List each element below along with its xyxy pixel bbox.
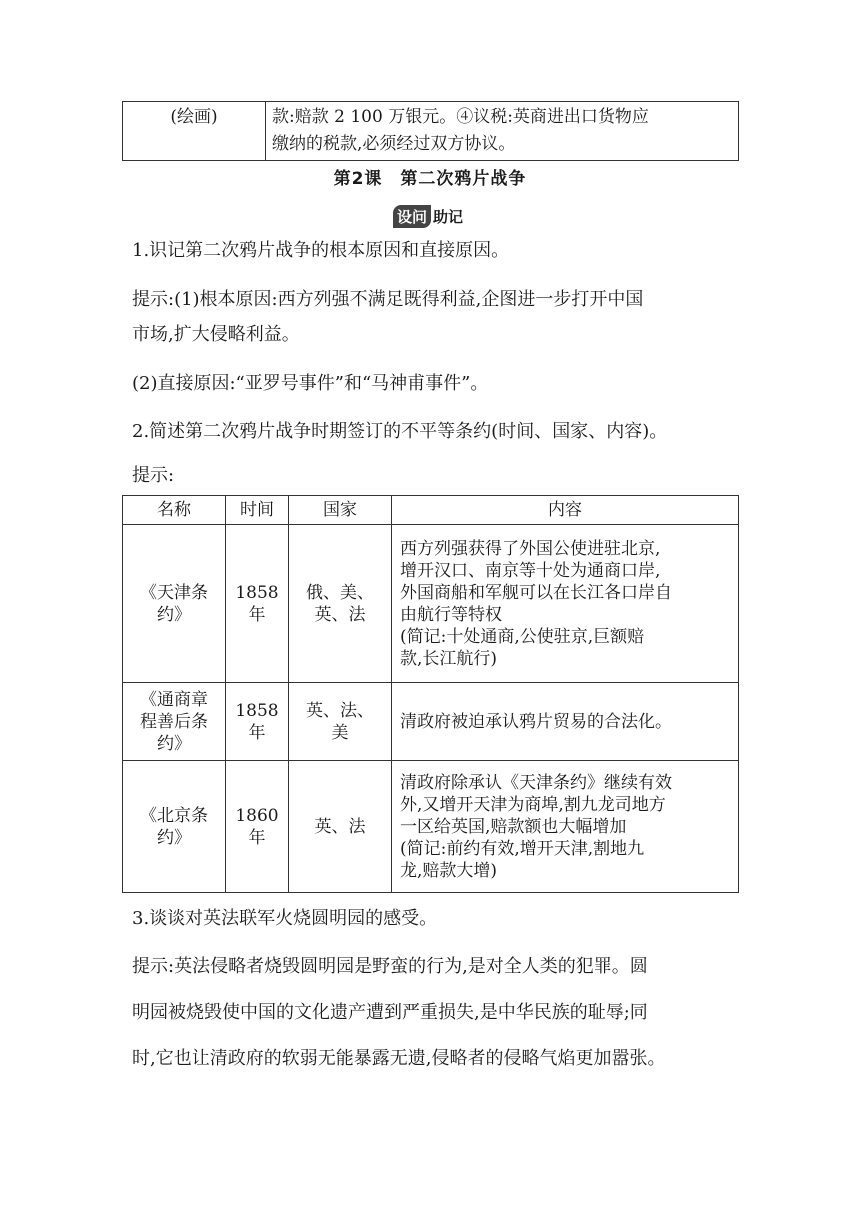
text-line: 1858 — [235, 700, 279, 721]
header-name: 名称 — [123, 496, 226, 525]
text-line: 龙,赔款大增) — [400, 860, 498, 881]
table-cell-content — [266, 102, 739, 161]
answer-3-line-1: 提示:英法侵略者烧毁圆明园是野蛮的行为,是对全人类的犯罪。圆 — [132, 956, 648, 977]
treaty-time — [226, 683, 289, 761]
header-country: 国家 — [289, 496, 392, 525]
table-cell-label: (绘画) — [123, 102, 266, 161]
answer-1-line-1: 提示:(1)根本原因:西方列强不满足既得利益,企图进一步打开中国 — [132, 289, 644, 310]
treaty-time — [226, 525, 289, 683]
badge-light-text: 助记 — [433, 207, 464, 226]
text-line: 清政府除承认《天津条约》继续有效 — [400, 772, 672, 793]
text-line: 约》 — [157, 827, 191, 848]
text-line: (简记:前约有效,增开天津,割地九 — [400, 838, 645, 859]
treaty-country — [289, 683, 392, 761]
text-line: 外国商船和军舰可以在长江各口岸自 — [400, 582, 672, 603]
text-line: 《天津条 — [140, 582, 208, 603]
treaty-content — [392, 525, 739, 683]
treaty-name — [123, 525, 226, 683]
text-line: 英、法 — [314, 816, 366, 837]
treaty-name — [123, 761, 226, 893]
text-line: 年 — [248, 722, 266, 743]
question-3: 3.谈谈对英法联军火烧圆明园的感受。 — [132, 908, 438, 929]
treaty-country — [289, 761, 392, 893]
section-badge — [393, 205, 463, 227]
text-line: 1858 — [235, 582, 279, 603]
treaty-name — [123, 683, 226, 761]
text-line: 外,又增开天津为商埠,割九龙司地方 — [400, 794, 666, 815]
text-line: 美 — [331, 722, 349, 743]
answer-2-hint: 提示: — [132, 465, 175, 486]
treaty-table — [122, 495, 739, 893]
treaty-content — [392, 761, 739, 893]
table-row — [123, 525, 739, 683]
text-line: 《北京条 — [140, 805, 208, 826]
previous-lesson-table — [122, 101, 739, 161]
header-content: 内容 — [392, 496, 739, 525]
text-line: 《通商章 — [140, 689, 208, 710]
text-line: 由航行等特权 — [400, 604, 502, 625]
answer-3-line-3: 时,它也让清政府的软弱无能暴露无遗,侵略者的侵略气焰更加嚣张。 — [132, 1048, 666, 1069]
text-line: 英、法 — [314, 604, 366, 625]
text-line: (简记:十处通商,公使驻京,巨额赔 — [400, 626, 645, 647]
table-row — [123, 761, 739, 893]
lesson-title: 第2课 第二次鸦片战争 — [333, 169, 527, 189]
content-line: 款:赔款 2 100 万银元。④议税:英商进出口货物应 — [272, 107, 649, 127]
text-line: 约》 — [157, 604, 191, 625]
text-line: 年 — [248, 827, 266, 848]
table-row — [123, 683, 739, 761]
answer-3-line-2: 明园被烧毁使中国的文化遗产遭到严重损失,是中华民族的耻辱;同 — [132, 1002, 648, 1023]
text-line: 增开汉口、南京等十处为通商口岸, — [400, 560, 661, 581]
treaty-time — [226, 761, 289, 893]
text-line: 年 — [248, 604, 266, 625]
table-header-row — [123, 496, 739, 525]
text-line: 西方列强获得了外国公使进驻北京, — [400, 538, 661, 559]
text-line: 款,长江航行) — [400, 648, 498, 669]
text-line: 清政府被迫承认鸦片贸易的合法化。 — [400, 711, 672, 732]
treaty-country — [289, 525, 392, 683]
treaty-content — [392, 683, 739, 761]
content-line: 缴纳的税款,必须经过双方协议。 — [272, 134, 516, 154]
answer-1-line-2: 市场,扩大侵略利益。 — [132, 324, 300, 345]
text-line: 一区给英国,赔款额也大幅增加 — [400, 816, 627, 837]
answer-1-line-3: (2)直接原因:“亚罗号事件”和“马神甫事件”。 — [132, 373, 489, 394]
text-line: 俄、美、 — [306, 582, 374, 603]
question-2: 2.简述第二次鸦片战争时期签订的不平等条约(时间、国家、内容)。 — [132, 421, 668, 442]
text-line: 英、法、 — [306, 700, 374, 721]
question-1: 1.识记第二次鸦片战争的根本原因和直接原因。 — [132, 240, 510, 261]
text-line: 程善后条 — [140, 711, 208, 732]
header-time: 时间 — [226, 496, 289, 525]
text-line: 1860 — [235, 805, 279, 826]
badge-dark-text: 设问 — [393, 205, 431, 228]
text-line: 约》 — [157, 733, 191, 754]
